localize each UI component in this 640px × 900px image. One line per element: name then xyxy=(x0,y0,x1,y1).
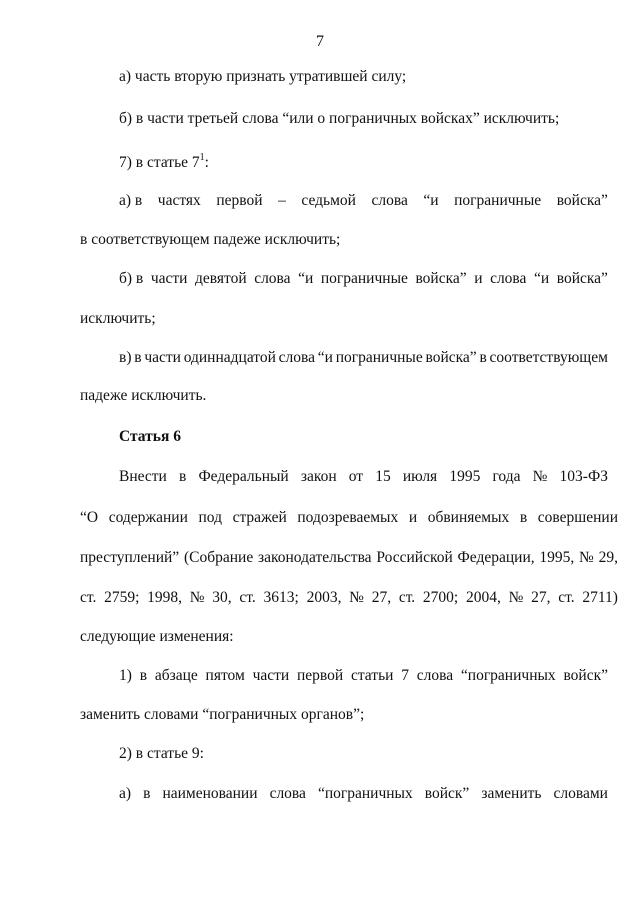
word: № xyxy=(579,549,594,566)
justified-line xyxy=(119,192,608,210)
word: № xyxy=(189,589,205,606)
word: (Собрание xyxy=(183,549,254,566)
word: 2003, xyxy=(306,589,342,606)
word: от xyxy=(348,468,364,485)
word: “и xyxy=(317,349,333,366)
paragraph-line: заменить словами “пограничных органов”; xyxy=(80,706,365,723)
word: 29, xyxy=(598,549,618,566)
word: Федерации, xyxy=(457,549,535,566)
paragraph-line: 2) в статье 9: xyxy=(119,745,204,762)
justified-line xyxy=(80,549,618,567)
word: седьмой xyxy=(301,192,356,209)
word: а) xyxy=(119,785,132,802)
article-heading: Статья 6 xyxy=(119,428,181,445)
word: войска” xyxy=(556,192,608,209)
word: пограничные xyxy=(320,270,408,287)
word: 30, xyxy=(212,589,232,606)
word: пограничные xyxy=(454,192,542,209)
page-number: 7 xyxy=(316,33,324,50)
word: 1) xyxy=(119,667,132,684)
word: слова xyxy=(371,192,408,209)
word: 2700; xyxy=(422,589,459,606)
word: № xyxy=(508,589,524,606)
word: “и xyxy=(298,270,314,287)
justified-line xyxy=(80,509,618,527)
word: в xyxy=(139,667,148,684)
word: июля xyxy=(402,468,438,485)
word: слова xyxy=(490,270,527,287)
word: 7 xyxy=(401,667,409,684)
word: в xyxy=(519,509,528,526)
word: слова xyxy=(278,349,316,366)
word: под xyxy=(198,509,222,526)
word: “и xyxy=(533,270,550,287)
word: Федеральный xyxy=(198,468,289,485)
paragraph-line: исключить; xyxy=(80,310,156,327)
word: статьи xyxy=(350,667,394,684)
word: 2711) xyxy=(582,589,618,606)
word: 15 xyxy=(375,468,391,485)
justified-line xyxy=(80,589,618,607)
word: в) xyxy=(119,349,132,366)
word: 1995 xyxy=(449,468,481,485)
word: подозреваемых xyxy=(297,509,399,526)
superscript: 1 xyxy=(199,152,205,163)
word: обвиняемых xyxy=(427,509,510,526)
word: “пограничных xyxy=(317,785,413,802)
word: слова xyxy=(269,785,306,802)
word: наименовании xyxy=(162,785,258,802)
word: войска” xyxy=(425,349,477,366)
word: частях xyxy=(157,192,201,209)
word: № xyxy=(532,468,548,485)
word: словами xyxy=(553,785,608,802)
word: в xyxy=(178,468,187,485)
word: заменить xyxy=(481,785,542,802)
word: ст. xyxy=(80,589,97,606)
word: б) в xyxy=(119,270,144,287)
word: № xyxy=(349,589,364,606)
word: войск” xyxy=(424,785,470,802)
word: совершении xyxy=(537,509,618,526)
word: Внести xyxy=(119,468,167,485)
paragraph-text: : xyxy=(204,154,209,171)
word: “О xyxy=(80,509,99,526)
word: пограничные xyxy=(335,349,423,366)
word: пятом xyxy=(205,667,245,684)
word: части xyxy=(144,349,181,366)
word: девятой xyxy=(195,270,247,287)
paragraph-text: 7) в статье 7 xyxy=(119,154,200,171)
word: 27, xyxy=(371,589,392,606)
word: содержании xyxy=(108,509,188,526)
word: абзаце xyxy=(154,667,198,684)
justified-line xyxy=(119,349,608,367)
word: в xyxy=(479,349,487,366)
word: и xyxy=(408,509,418,526)
word: а) в xyxy=(119,192,143,209)
word: войск” xyxy=(563,667,608,684)
word: 2004, xyxy=(465,589,501,606)
word: одиннадцатой xyxy=(183,349,276,366)
word: ст. xyxy=(239,589,256,606)
word: части xyxy=(252,667,290,684)
paragraph-line: в соответствующем падеже исключить; xyxy=(80,231,341,248)
word: первой xyxy=(216,192,263,209)
justified-line xyxy=(119,667,608,685)
word: “пограничных xyxy=(460,667,556,684)
paragraph-line: следующие изменения: xyxy=(80,628,234,645)
word: 3613; xyxy=(263,589,299,606)
word: первой xyxy=(297,667,344,684)
justified-line xyxy=(119,468,608,486)
word: законодательства xyxy=(258,549,372,566)
word: соответствующем xyxy=(489,349,608,366)
word: 103-ФЗ xyxy=(559,468,608,485)
word: войска” xyxy=(415,270,467,287)
word: и xyxy=(474,270,483,287)
word: 27, xyxy=(531,589,551,606)
word: 1995, xyxy=(539,549,575,566)
paragraph-line xyxy=(119,152,209,172)
justified-line xyxy=(119,785,608,803)
word: 2759; xyxy=(104,589,140,606)
paragraph-line: падеже исключить. xyxy=(80,387,207,404)
word: в xyxy=(143,785,151,802)
paragraph-line: б) в части третьей слова “или о пограничных войсках” исключить; xyxy=(119,110,560,127)
word: 1998, xyxy=(147,589,183,606)
word: закон xyxy=(300,468,337,485)
word: стражей xyxy=(232,509,287,526)
word: части xyxy=(150,270,188,287)
word: слова xyxy=(416,667,454,684)
paragraph-line: а) часть вторую признать утратившей силу; xyxy=(119,68,407,85)
word: “и xyxy=(423,192,439,209)
word: преступлений” xyxy=(80,549,180,566)
word: ст. xyxy=(558,589,575,606)
word: – xyxy=(278,192,286,209)
word: в xyxy=(134,349,142,366)
justified-line xyxy=(119,270,608,288)
word: войска” xyxy=(556,270,608,287)
word: года xyxy=(492,468,521,485)
word: Российской xyxy=(376,549,453,566)
word: слова xyxy=(254,270,291,287)
word: ст. xyxy=(398,589,416,606)
